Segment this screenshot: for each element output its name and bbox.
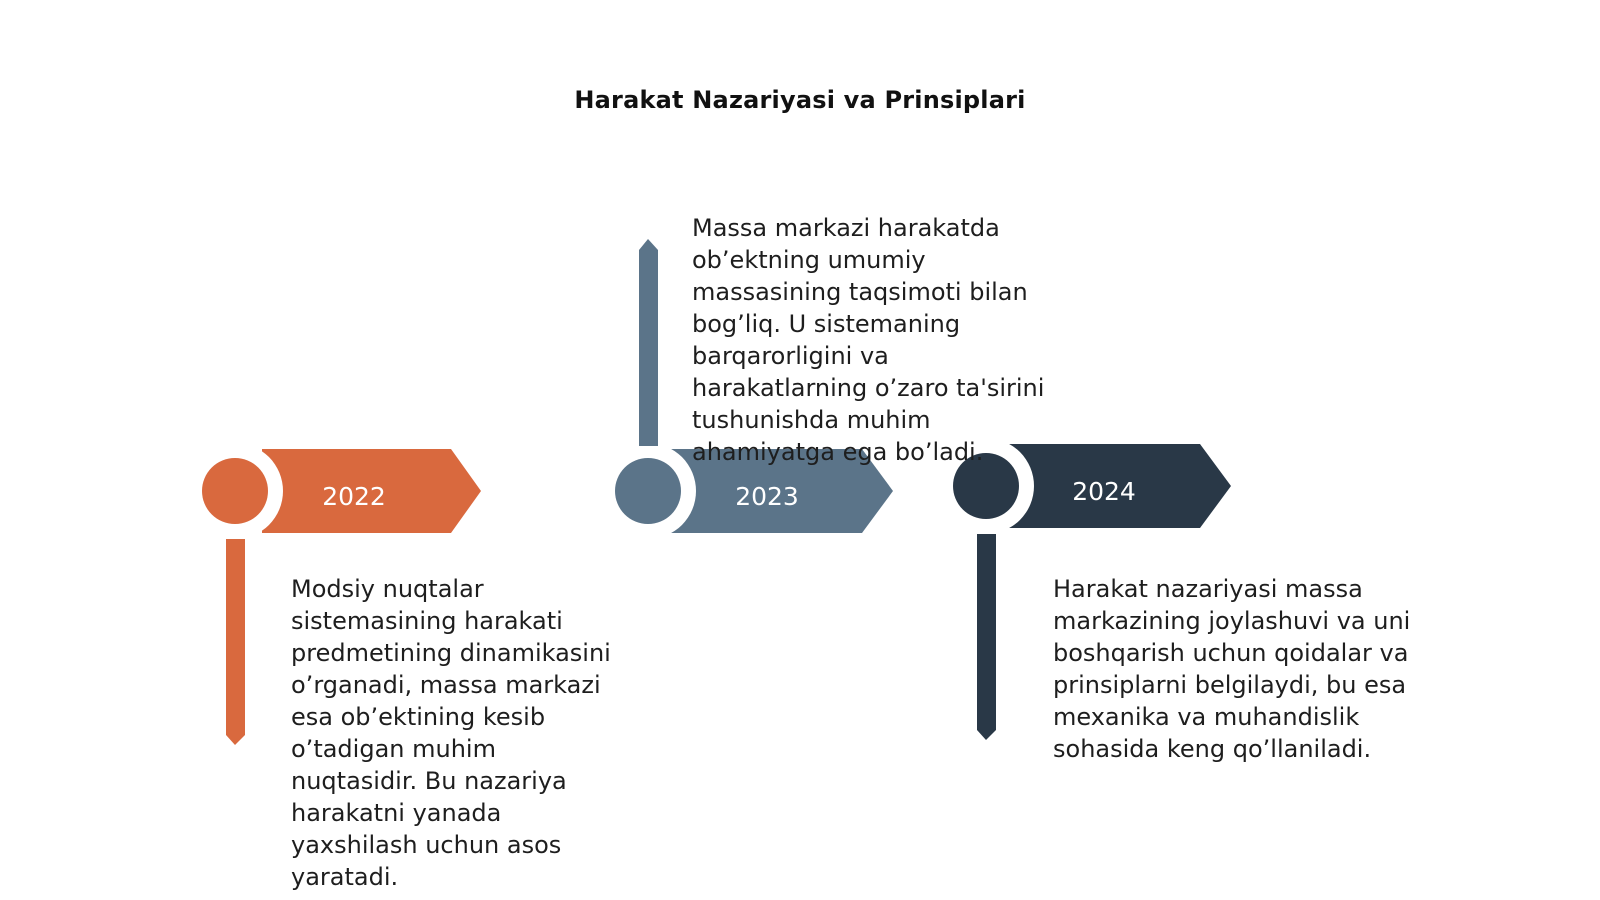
connector-stem-2023 [639, 239, 658, 446]
year-label-2024: 2024 [1072, 477, 1136, 506]
connector-stem-2024 [977, 534, 996, 740]
connector-stem-2022 [226, 539, 245, 745]
stage-description-2023: Massa markazi harakatda ob’ektning umumiy massasining taqsimoti bilan bog’liq. U sistemaning barqarorligini va harakatlarning o’zaro ta'sirini tushunishda muhim ahamiyatga ega bo’ladi. [692, 214, 1045, 466]
page-title: Harakat Nazariyasi va Prinsiplari [574, 86, 1026, 114]
milestone-dot-2022 [202, 458, 268, 524]
stage-description-2024: Harakat nazariyasi massa markazining joylashuvi va uni boshqarish uchun qoidalar va prinsiplarni belgilaydi, bu esa mexanika va muhandislik sohasida keng qo’llaniladi. [1053, 575, 1411, 763]
year-label-2023: 2023 [735, 482, 799, 511]
milestone-dot-2023 [615, 458, 681, 524]
year-label-2022: 2022 [322, 482, 386, 511]
stage-description-2022: Modsiy nuqtalar sistemasining harakati predmetining dinamikasini o’rganadi, massa markazi esa ob’ektining kesib o’tadigan muhim nuqtasidir. Bu nazariya harakatni yanada yaxshilash uchun asos yaratadi. [291, 575, 611, 891]
